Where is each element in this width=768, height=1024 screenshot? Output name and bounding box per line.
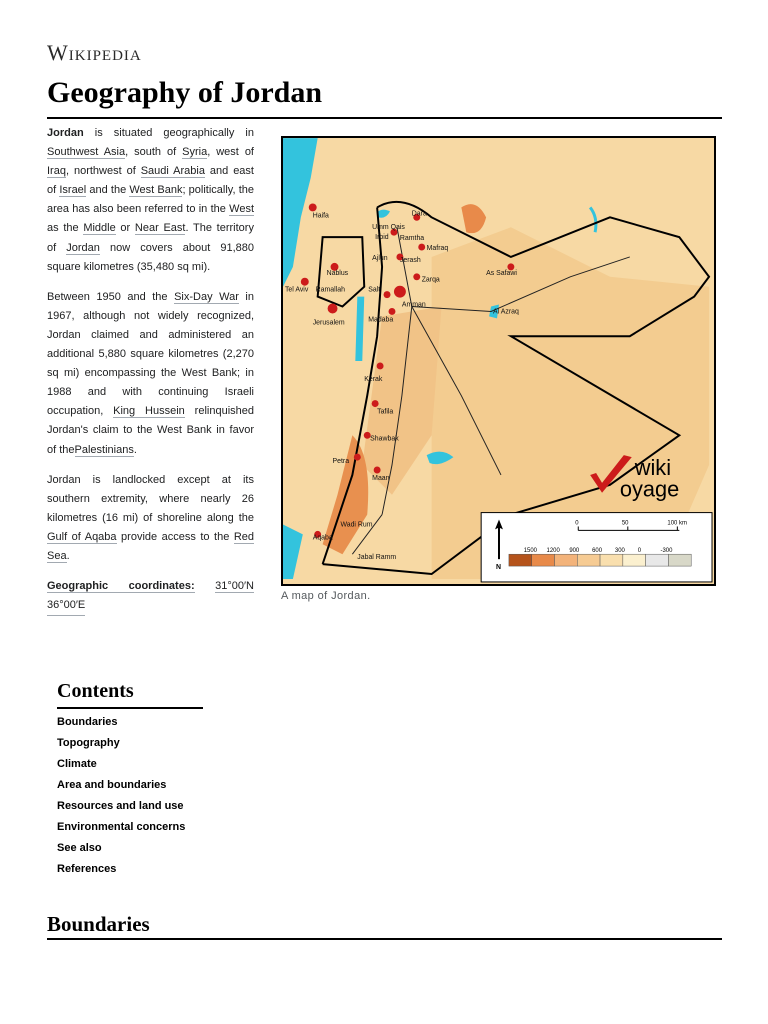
city-label-wadi-rum: Wadi Rum bbox=[340, 521, 373, 529]
toc-item-references[interactable]: References bbox=[57, 863, 117, 875]
elevation-label: 600 bbox=[592, 548, 603, 555]
link-king-hussein[interactable]: King Hussein bbox=[113, 405, 185, 418]
bold-jordan: Jordan bbox=[47, 127, 84, 139]
city-label-umm-qais: Umm Qais bbox=[372, 224, 405, 232]
elevation-swatch bbox=[623, 554, 646, 566]
coord-latitude[interactable]: 31°00′N bbox=[215, 580, 254, 593]
toc-item-area-and-boundaries[interactable]: Area and boundaries bbox=[57, 779, 167, 791]
link-palestinians[interactable]: Palestinians bbox=[74, 443, 134, 456]
toc-item-boundaries[interactable]: Boundaries bbox=[57, 716, 118, 728]
text: ; politically, the area has also been referred to in the bbox=[47, 184, 254, 216]
text: , west of bbox=[207, 146, 254, 159]
link-syria[interactable]: Syria bbox=[182, 146, 208, 159]
city-label-nablus: Nablus bbox=[326, 269, 349, 277]
elevation-swatch bbox=[554, 554, 577, 566]
city-label-as-safawi: As Safawi bbox=[486, 269, 517, 277]
map-figure bbox=[281, 136, 716, 602]
city-dot-jerusalem bbox=[328, 304, 338, 314]
link-west-bank[interactable]: West Bank bbox=[129, 184, 183, 197]
link-saudi-arabia[interactable]: Saudi Arabia bbox=[140, 165, 205, 178]
north-label: N bbox=[496, 564, 502, 572]
figure-caption: A map of Jordan. bbox=[281, 590, 371, 602]
city-label-mafraq: Mafraq bbox=[426, 245, 449, 253]
coord-longitude[interactable]: 36°00′E bbox=[47, 596, 85, 616]
logo-word-oyage: oyage bbox=[619, 476, 680, 502]
text: as the bbox=[47, 222, 84, 235]
toc-item-see-also[interactable]: See also bbox=[57, 842, 102, 854]
city-label-ramtha: Ramtha bbox=[399, 235, 425, 243]
city-label-irbid: Irbid bbox=[375, 234, 389, 242]
city-label-salt: Salt bbox=[368, 286, 381, 294]
toc-item-climate[interactable]: Climate bbox=[57, 758, 97, 770]
city-label-haifa: Haifa bbox=[312, 212, 329, 220]
city-dot-zarqa bbox=[413, 273, 420, 280]
city-label-ramallah: Ramallah bbox=[315, 286, 345, 294]
elevation-swatch bbox=[577, 554, 600, 566]
link-middle-east[interactable]: Middle bbox=[83, 222, 116, 235]
text: , northwest of bbox=[65, 165, 141, 178]
article-body bbox=[47, 124, 254, 646]
paragraph-3 bbox=[47, 471, 254, 566]
title-divider bbox=[47, 117, 722, 119]
toc-item-resources-and-land-use[interactable]: Resources and land use bbox=[57, 800, 184, 812]
city-label-jerusalem: Jerusalem bbox=[312, 319, 345, 327]
link-red-sea[interactable]: Red Sea bbox=[47, 530, 254, 562]
city-label-jabal-ramm: Jabal Ramm bbox=[357, 554, 397, 562]
text: Between 1950 and the bbox=[47, 290, 175, 303]
city-dot-amman bbox=[394, 286, 406, 298]
elevation-label: -300 bbox=[660, 548, 673, 555]
table-of-contents bbox=[57, 680, 217, 883]
city-dot-kerak bbox=[377, 362, 384, 369]
link-geographic-coordinates[interactable]: Geographic coordinates: bbox=[47, 580, 195, 593]
text: Jordan is landlocked except at its southern extremity, where nearly 26 kilometres (16 mi) of shoreline along the bbox=[47, 473, 254, 524]
elevation-label: 300 bbox=[614, 548, 625, 555]
elevation-swatch bbox=[668, 554, 691, 566]
link-west[interactable]: West bbox=[229, 203, 254, 216]
elevation-label: 0 bbox=[637, 548, 642, 555]
link-israel[interactable]: Israel bbox=[59, 184, 87, 197]
wordmark-text: Wikipedia bbox=[47, 40, 142, 65]
page-title: Geography of Jordan bbox=[47, 76, 323, 109]
city-dot-tafila bbox=[372, 400, 379, 407]
elevation-label: 900 bbox=[569, 548, 580, 555]
text: and the bbox=[86, 184, 130, 197]
city-label-amman: Amman bbox=[401, 301, 426, 309]
link-iraq[interactable]: Iraq bbox=[47, 165, 66, 178]
map-legend bbox=[481, 513, 712, 582]
text: . The territory of bbox=[47, 222, 254, 254]
elevation-label: 1200 bbox=[546, 548, 560, 555]
link-jordan[interactable]: Jordan bbox=[66, 241, 100, 254]
text: . bbox=[66, 549, 70, 562]
city-label-kerak: Kerak bbox=[364, 375, 383, 383]
link-near-east[interactable]: Near East bbox=[134, 222, 186, 235]
scale-label-100: 100 km bbox=[667, 520, 687, 527]
section-divider bbox=[47, 938, 722, 940]
text: or bbox=[115, 222, 135, 235]
wikipedia-wordmark[interactable] bbox=[47, 40, 142, 66]
toc-item-topography[interactable]: Topography bbox=[57, 737, 120, 749]
section-heading-boundaries: Boundaries bbox=[47, 912, 150, 936]
text: relinquished Jordan's claim to the West Bank in favor of the bbox=[47, 405, 254, 456]
link-southwest-asia[interactable]: Southwest Asia bbox=[47, 146, 126, 159]
city-label-jerash: Jerash bbox=[399, 256, 421, 264]
toc-title: Contents bbox=[57, 680, 203, 709]
city-dot-mafraq bbox=[418, 244, 425, 251]
elevation-swatch bbox=[532, 554, 555, 566]
text: now covers about 91,880 square kilometres (35,480 sq mi). bbox=[47, 241, 254, 273]
logo-word-wiki: wiki bbox=[634, 454, 672, 480]
link-gulf-of-aqaba[interactable]: Gulf of Aqaba bbox=[47, 530, 117, 543]
city-dot-tel-aviv bbox=[301, 278, 309, 286]
text: . bbox=[133, 443, 137, 456]
city-label-petra: Petra bbox=[332, 458, 350, 466]
city-label-aqaba: Aqaba bbox=[312, 534, 333, 542]
city-label-tel-aviv: Tel Aviv bbox=[284, 286, 309, 294]
scale-label-0: 0 bbox=[575, 520, 579, 527]
paragraph-1 bbox=[47, 124, 254, 277]
geographic-coordinates bbox=[47, 577, 254, 635]
toc-item-environmental-concerns[interactable]: Environmental concerns bbox=[57, 821, 186, 833]
elevation-swatches bbox=[509, 554, 691, 566]
city-label-al-azraq: Al Azraq bbox=[493, 308, 519, 316]
city-label-shawbak: Shawbak bbox=[370, 435, 399, 443]
elevation-swatch bbox=[509, 554, 532, 566]
scale-label-50: 50 bbox=[621, 520, 629, 527]
city-label-ajlun: Ajlun bbox=[372, 254, 388, 262]
city-dot-salt bbox=[384, 291, 391, 298]
link-six-day-war[interactable]: Six-Day War bbox=[174, 290, 239, 303]
city-dot-madaba bbox=[389, 308, 396, 315]
text: in 1967, although not widely recognized, Jordan claimed and administered an additional 5,880 square kilometres (2,270 sq mi) encompassing the West Bank; in 1988 and with continuing Israeli occupation, bbox=[47, 290, 254, 418]
city-label-tafila: Tafila bbox=[377, 408, 394, 416]
text: provide access to the bbox=[116, 530, 234, 543]
jordan-map[interactable] bbox=[281, 136, 716, 586]
text: and east of bbox=[47, 165, 254, 197]
text: , south of bbox=[125, 146, 183, 159]
paragraph-2 bbox=[47, 288, 254, 460]
city-label-dara: Dara bbox=[411, 210, 427, 218]
elevation-swatch bbox=[600, 554, 623, 566]
city-dot-haifa bbox=[309, 203, 317, 211]
elevation-swatch bbox=[646, 554, 669, 566]
toc-list bbox=[57, 715, 217, 883]
city-dot-maan bbox=[374, 467, 381, 474]
text: is situated geographically in bbox=[83, 127, 254, 139]
city-label-madaba: Madaba bbox=[368, 316, 394, 324]
elevation-label: 1500 bbox=[523, 548, 537, 555]
city-dot-petra bbox=[354, 454, 361, 461]
city-label-maan: Maan bbox=[372, 474, 390, 482]
city-label-zarqa: Zarqa bbox=[421, 276, 440, 284]
